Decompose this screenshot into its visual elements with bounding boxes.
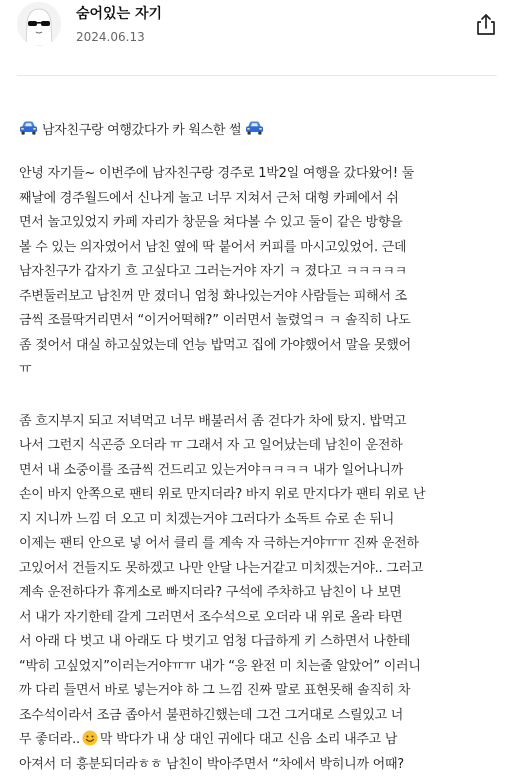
body-line-text: 막 박다가 내 상 대인 귀에다 대고 신음 소리 내주고 남	[99, 732, 398, 747]
body-line: 남자친구가 갑자기 흐 고싶다고 그러는거야 자기 ㅋ 졌다고 ㅋㅋㅋㅋㅋ	[19, 264, 407, 279]
author-name[interactable]: 숨어있는 자기	[76, 6, 163, 22]
smiling-face-emoji-icon	[82, 730, 98, 746]
header-divider	[17, 75, 497, 76]
body-line-text: 무 좋더라..	[19, 732, 80, 747]
body-line: 면서 놀고있었지 카페 자리가 창문을 쳐다볼 수 있고 둘이 같은 방향을	[19, 215, 403, 230]
post-title-text: 남자친구랑 여행갔다가 카 웍스한 썰	[42, 122, 242, 138]
post-date: 2024.06.13	[76, 30, 145, 44]
ghost-sunglasses-avatar-icon	[17, 2, 61, 46]
car-icon	[245, 120, 264, 136]
body-line	[19, 728, 499, 753]
body-line: 까 다리 들면서 바로 넣는거야 하 그 느낌 진짜 말로 표현못해 솔직히 차	[19, 683, 411, 698]
post-header	[0, 0, 514, 76]
body-line: 아져서 더 흥분되더라ㅎㅎ 남친이 박아주면서 “차에서 박히니까 어때?	[19, 756, 404, 772]
avatar[interactable]	[17, 2, 61, 46]
body-line: 주변둘러보고 남친꺼 만 졌더니 엄청 화나있는거야 사람들는 피해서 조	[19, 288, 407, 304]
paragraph-gap	[19, 383, 499, 410]
body-line: 조수석이라서 조금 좁아서 불편하긴했는데 그건 그거대로 스릴있고 너	[19, 707, 404, 723]
body-line: 계속 운전하다가 휴게소로 빠지더라? 구석에 주차하고 남친이 나 보면	[19, 585, 402, 600]
body-line: 볼 수 있는 의자였어서 남친 옆에 딱 붙어서 커피를 마시고있었어. 근데	[19, 239, 407, 255]
body-line: 나서 그런지 식곤증 오더라 ㅠ 그래서 자 고 일어났는데 남친이 운전하	[19, 438, 403, 453]
body-line: 서 내가 자기한테 갈게 그러면서 조수석으로 오더라 내 위로 올라 타면	[19, 609, 403, 625]
body-line: ㅠ	[19, 362, 32, 377]
body-line: 째날에 경주월드에서 신나게 놀고 너무 지쳐서 근처 대형 카페에서 쉬	[19, 190, 399, 206]
body-line: 고있어서 건들지도 못하겠고 나만 안달 나는거같고 미치겠는거야.. 그러고	[19, 560, 424, 576]
body-line: 이제는 팬티 안으로 넣 어서 클리 를 계속 자 극하는거야ㅠㅠ 진짜 운전하	[19, 536, 419, 551]
body-line: 안녕 자기들~ 이번주에 남자친구랑 경주로 1박2일 여행을 갔다왔어! 둘	[19, 166, 415, 181]
body-line: 면서 내 소중이를 조금씩 건드리고 있는거야ㅋㅋㅋㅋ 내가 일어나니까	[19, 462, 404, 478]
body-line: 지 지니까 느낌 더 오고 미 치겠는거야 그러다가 소독트 슈로 손 뒤니	[19, 511, 395, 527]
share-button[interactable]	[473, 12, 499, 38]
body-line: 서 아래 다 벗고 내 아래도 다 벗기고 엄청 다급하게 키 스하면서 나한테	[19, 634, 411, 649]
post-title	[19, 118, 264, 138]
body-line: 금씩 조믈딱거리면서 “이거어떡해?” 이러면서 놀렸엌ㅋ ㅋ 솔직히 나도	[19, 313, 411, 328]
car-icon	[19, 120, 38, 136]
body-line: 좀 젖어서 대실 하고싶었는데 언능 밥먹고 집에 가야했어서 말을 못했어	[19, 337, 411, 353]
body-line: 좀 흐지부지 되고 저녁먹고 너무 배불러서 좀 걷다가 차에 탔지. 밥먹고	[19, 413, 407, 429]
body-line: “박히 고싶었지”이러는거야ㅠㅠ 내가 “응 완전 미 치는줄 알았어” 이러니	[19, 658, 421, 674]
post-body	[19, 162, 499, 777]
share-icon	[473, 12, 499, 38]
body-line: 손이 바지 안쪽으로 팬티 위로 만지더라? 바지 위로 만지다가 팬티 위로 난	[19, 487, 426, 502]
